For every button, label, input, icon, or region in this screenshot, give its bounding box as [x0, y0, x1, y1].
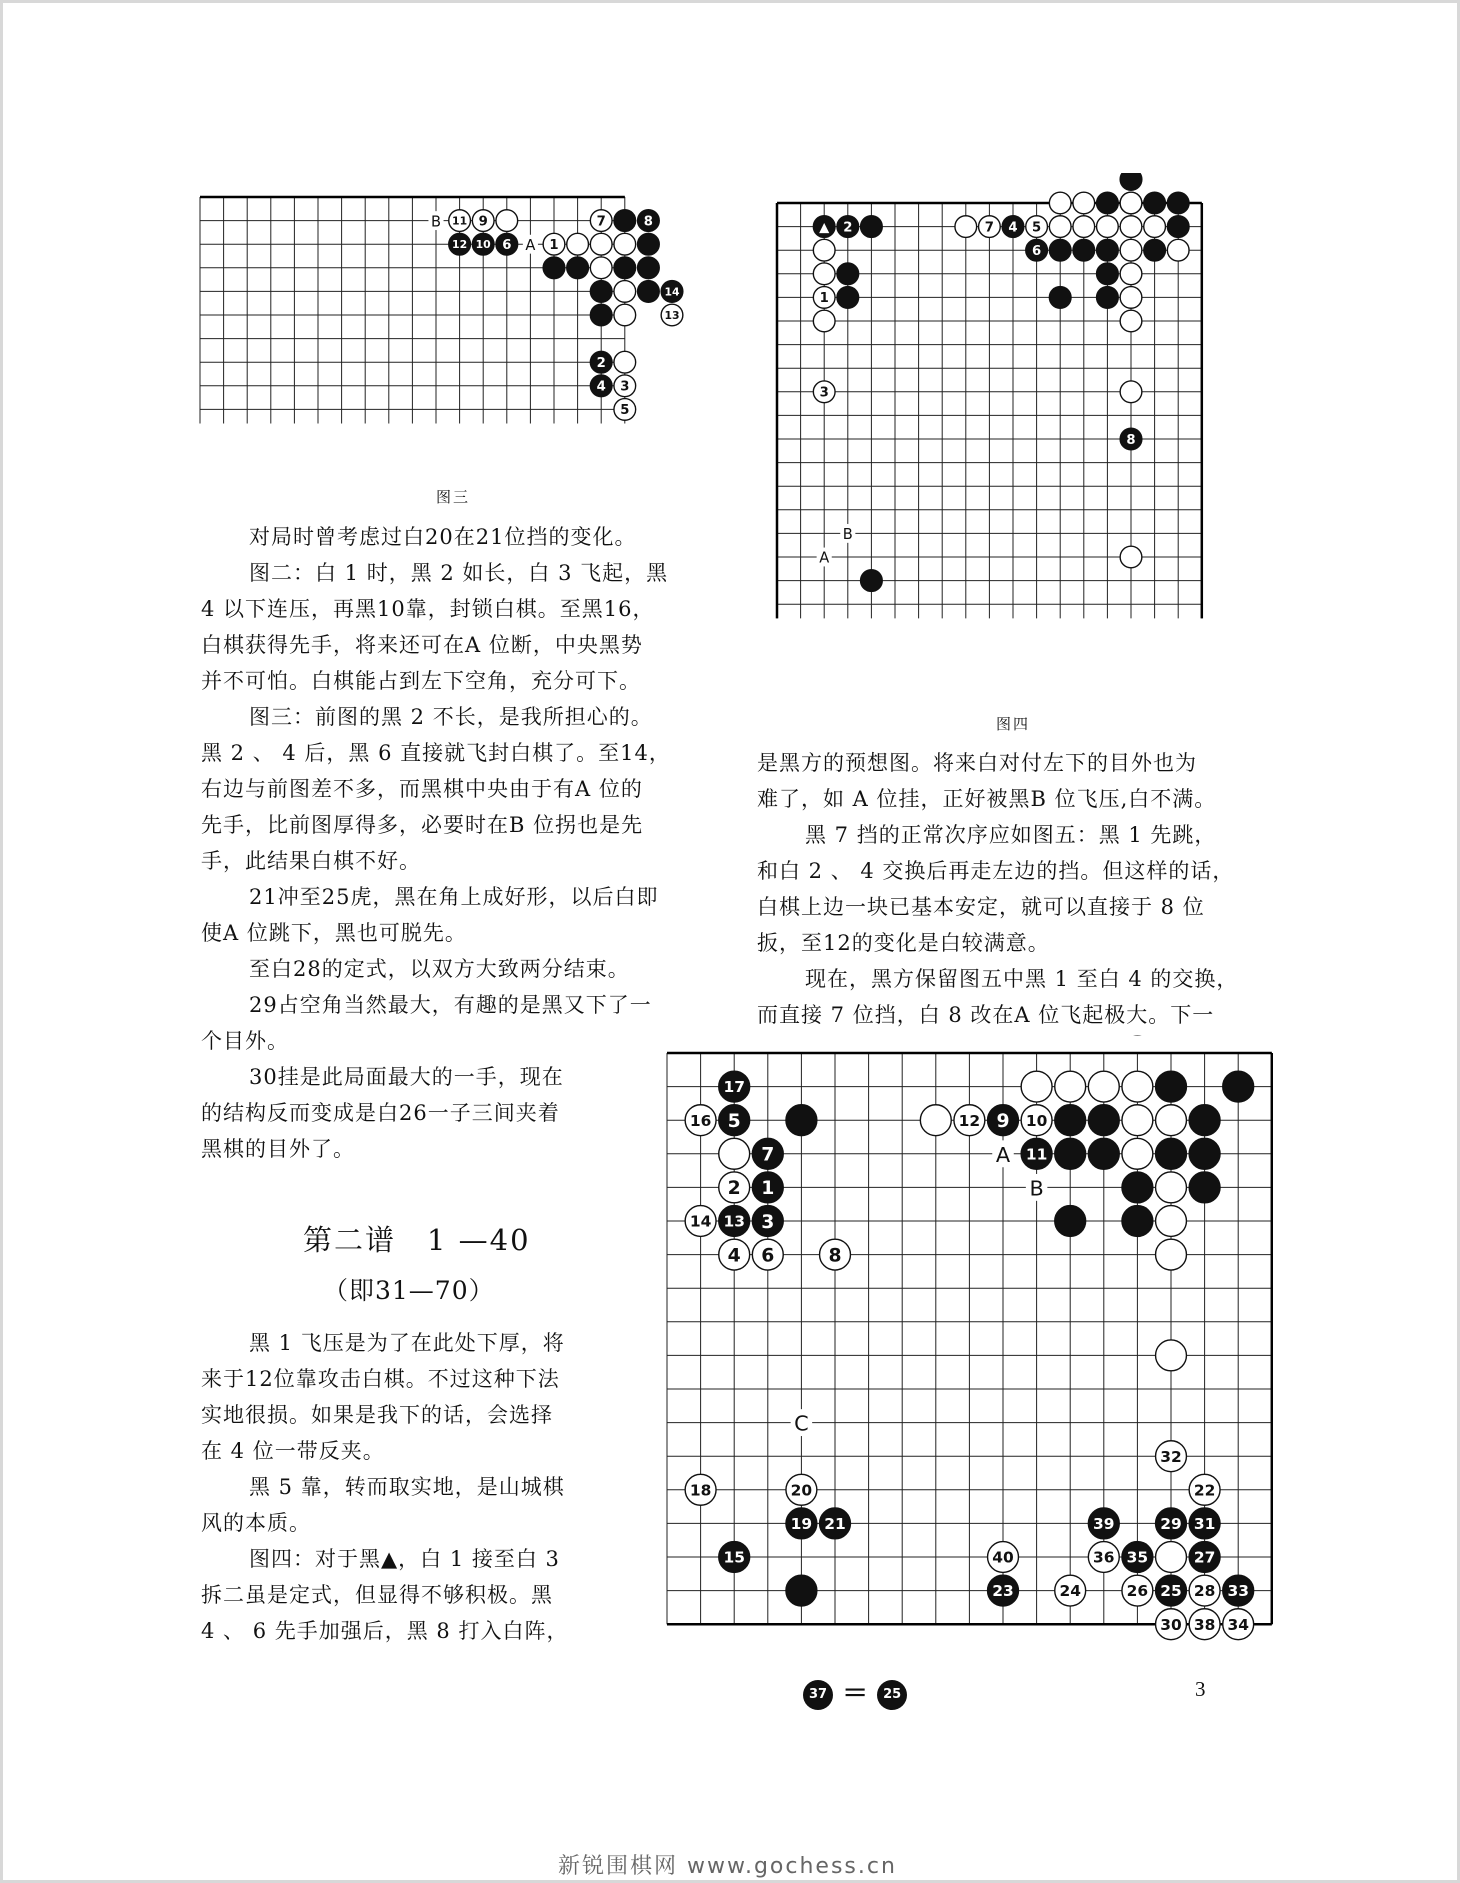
white-stone [496, 210, 518, 232]
white-stone [1120, 310, 1142, 332]
move-number: 20 [790, 1481, 813, 1500]
black-stone [543, 257, 565, 279]
white-stone [1120, 381, 1142, 403]
move-number: 8 [828, 1245, 842, 1267]
go-board-5 [657, 1035, 1273, 1655]
text-line: 图三：前图的黑 2 不长，是我所担心的。 [249, 705, 653, 729]
text-line: 4 、 6 先手加强后，黑 8 打入白阵， [201, 1619, 569, 1643]
text-line: 黑 5 靠，转而取实地，是山城棋 [249, 1475, 565, 1499]
left-column-text [201, 519, 671, 1167]
move-number: 15 [723, 1548, 745, 1567]
text-line: 风的本质。 [201, 1511, 311, 1535]
white-stone [590, 233, 612, 255]
move-number: 29 [1160, 1514, 1182, 1533]
white-stone [1073, 192, 1095, 214]
move-number: 13 [723, 1212, 745, 1231]
text-line: 在 4 位一带反夹。 [201, 1439, 385, 1463]
black-stone [1097, 239, 1119, 261]
left-column-text-2 [201, 1325, 568, 1649]
white-stone [1120, 216, 1142, 238]
point-label: A [525, 236, 536, 254]
black-stone [567, 257, 589, 279]
text-line: 先手，比前图厚得多，必要时在B 位拐也是先 [201, 813, 644, 837]
move-number: 16 [689, 1111, 712, 1130]
black-stone [1120, 173, 1142, 190]
black-stone [1073, 239, 1095, 261]
text-line: 对局时曾考虑过白20在21位挡的变化。 [249, 525, 637, 549]
white-stone [955, 216, 977, 238]
white-stone [1120, 287, 1142, 309]
black-stone [614, 257, 636, 279]
text-line: 难了，如 A 位挂，正好被黑B 位飞压,白不满。 [757, 787, 1217, 811]
white-stone [1156, 1105, 1187, 1136]
black-stone [590, 304, 612, 326]
white-stone [1120, 239, 1142, 261]
move-number: 25 [1160, 1582, 1182, 1601]
black-stone [1097, 287, 1119, 309]
black-stone [1049, 239, 1071, 261]
white-stone [1097, 216, 1119, 238]
white-stone [1156, 1239, 1187, 1270]
move-number: 12 [958, 1111, 981, 1130]
white-stone [1122, 1105, 1153, 1136]
page [3, 3, 1457, 1880]
right-column-text [757, 745, 1238, 1033]
black-stone [1088, 1138, 1119, 1169]
text-line: 图二：白 1 时，黑 2 如长，白 3 飞起，黑 [249, 561, 669, 585]
black-stone [1156, 1071, 1187, 1102]
white-stone [1156, 1172, 1187, 1203]
white-stone [614, 304, 636, 326]
white-stone [1122, 1071, 1153, 1102]
text-line: 黑 2 、 4 后，黑 6 直接就飞封白棋了。至14， [201, 741, 671, 765]
move-number: 34 [1227, 1615, 1249, 1634]
white-stone [813, 310, 835, 332]
black-stone [1122, 1206, 1153, 1237]
move-number: 7 [984, 220, 994, 236]
text-line: 至白28的定式，以双方大致两分结束。 [249, 957, 630, 981]
stone-equation [803, 1673, 907, 1710]
white-stone [1021, 1071, 1052, 1102]
white-stone [1088, 1071, 1119, 1102]
move-number: 28 [1193, 1582, 1216, 1601]
black-stone [1167, 192, 1189, 214]
diagram-figure-5 [657, 1035, 1273, 1655]
move-number: 6 [1032, 243, 1042, 259]
point-label: A [995, 1142, 1011, 1167]
text-line: 并不可怕。白棋能占到左下空角，充分可下。 [201, 669, 641, 693]
text-line: 4 以下连压，再黑10靠，封锁白棋。至黑16， [201, 597, 655, 621]
move-number: 13 [664, 308, 680, 322]
section-title: 第二谱 1 —40 [303, 1223, 531, 1257]
move-number: 1 [761, 1178, 775, 1200]
move-number: 7 [761, 1144, 775, 1166]
caption-fig3: 图三 [436, 488, 471, 506]
move-number: 11 [1025, 1145, 1048, 1164]
move-number: 8 [1126, 432, 1136, 448]
text-line: 30挂是此局面最大的一手，现在 [249, 1065, 564, 1089]
black-stone [1097, 263, 1119, 285]
black-stone [786, 1575, 817, 1606]
move-number: 5 [620, 403, 630, 419]
white-stone [1049, 216, 1071, 238]
point-label: B [430, 213, 442, 231]
move-number: 27 [1193, 1548, 1216, 1567]
move-number: 1 [819, 291, 829, 307]
black-stone [1122, 1172, 1153, 1203]
move-number: 4 [596, 379, 606, 395]
move-number: 6 [761, 1245, 775, 1267]
white-stone [614, 351, 636, 373]
text-line: 黑棋的目外了。 [201, 1137, 355, 1161]
text-line: 现在，黑方保留图五中黑 1 至白 4 的交换， [805, 967, 1239, 991]
text-line: 黑 1 飞压是为了在此处下厚，将 [249, 1331, 565, 1355]
black-stone [1223, 1071, 1254, 1102]
site-footer: 新锐围棋网 www.gochess.cn [558, 1854, 897, 1879]
text-line: 黑 7 挡的正常次序应如图五：黑 1 先跳， [805, 823, 1217, 847]
text-line: 个目外。 [201, 1029, 289, 1053]
move-number: 40 [992, 1548, 1014, 1567]
move-number: ▲ [819, 220, 830, 236]
white-stone [1055, 1071, 1086, 1102]
black-stone [638, 281, 660, 303]
point-label: C [794, 1411, 809, 1436]
move-number: 17 [723, 1078, 745, 1097]
text-line: 扳，至12的变化是白较满意。 [757, 931, 1050, 955]
black-stone [1167, 216, 1189, 238]
white-stone [614, 233, 636, 255]
black-stone [786, 1105, 817, 1136]
move-number: 22 [1193, 1481, 1216, 1500]
black-stone [1055, 1138, 1086, 1169]
move-number: 36 [1093, 1548, 1115, 1567]
text-line: 21冲至25虎，黑在角上成好形，以后白即 [249, 885, 659, 909]
move-number: 2 [843, 220, 853, 236]
move-number: 5 [1032, 220, 1042, 236]
black-stone [614, 210, 636, 232]
black-stone [1088, 1105, 1119, 1136]
text-line: 实地很损。如果是我下的话，会选择 [201, 1403, 553, 1427]
white-stone [719, 1138, 750, 1169]
black-stone [861, 216, 883, 238]
move-number: 38 [1193, 1615, 1216, 1634]
diagram-figure-4 [771, 173, 1281, 683]
text-line: 手，此结果白棋不好。 [201, 849, 421, 873]
text-line: 来于12位靠攻击白棋。不过这种下法 [201, 1367, 560, 1391]
white-stone [1120, 263, 1142, 285]
text-line: 使A 位跳下，黑也可脱先。 [201, 921, 467, 945]
eq-stone-right: 25 [877, 1680, 907, 1710]
text-line: 而直接 7 位挡，白 8 改在A 位飞起极大。下一 [757, 1003, 1215, 1027]
go-board-3 [194, 179, 706, 449]
move-number: 30 [1160, 1615, 1182, 1634]
white-stone [1167, 239, 1189, 261]
black-stone [638, 257, 660, 279]
go-board-4 [771, 173, 1281, 683]
text-line: 白棋上边一块已基本安定，就可以直接于 8 位 [757, 895, 1205, 919]
move-number: 11 [452, 214, 468, 228]
move-number: 14 [664, 285, 680, 299]
diagram-figure-3 [194, 179, 706, 449]
text-line: 的结构反而变成是白26一子三间夹着 [201, 1101, 560, 1125]
move-number: 18 [689, 1481, 712, 1500]
eq-stone-left: 37 [803, 1680, 833, 1710]
text-line: 29占空角当然最大，有趣的是黑又下了一 [249, 993, 652, 1017]
move-number: 6 [502, 237, 512, 253]
black-stone [837, 263, 859, 285]
move-number: 3 [620, 379, 630, 395]
move-number: 24 [1059, 1582, 1081, 1601]
text-line: 拆二虽是定式，但显得不够积极。黑 [201, 1583, 553, 1607]
black-stone [1189, 1172, 1220, 1203]
page-number: 3 [1195, 1677, 1206, 1701]
white-stone [1156, 1206, 1187, 1237]
text-line: 和白 2 、 4 交换后再走左边的挡。但这样的话， [757, 859, 1235, 883]
black-stone [1144, 239, 1166, 261]
text-line: 图四：对于黑▲，白 1 接至白 3 [249, 1547, 560, 1571]
black-stone [1055, 1105, 1086, 1136]
move-number: 8 [643, 214, 653, 230]
black-stone [837, 287, 859, 309]
move-number: 39 [1093, 1514, 1115, 1533]
move-number: 2 [727, 1178, 741, 1200]
black-stone [1055, 1206, 1086, 1237]
move-number: 10 [475, 238, 491, 252]
move-number: 4 [727, 1245, 741, 1267]
black-stone [1049, 287, 1071, 309]
white-stone [920, 1105, 951, 1136]
move-number: 4 [1008, 220, 1018, 236]
white-stone [1122, 1138, 1153, 1169]
move-number: 7 [596, 214, 606, 230]
move-number: 1 [549, 237, 559, 253]
section-subtitle: （即31—70） [323, 1276, 495, 1305]
white-stone [1156, 1340, 1187, 1371]
point-label: B [842, 526, 853, 544]
white-stone [813, 239, 835, 261]
black-stone [1189, 1105, 1220, 1136]
move-number: 10 [1025, 1111, 1048, 1130]
move-number: 33 [1227, 1582, 1249, 1601]
black-stone [1156, 1138, 1187, 1169]
move-number: 2 [596, 355, 606, 371]
white-stone [1049, 192, 1071, 214]
point-label: B [1029, 1176, 1044, 1201]
caption-fig4: 图四 [996, 715, 1031, 733]
white-stone [567, 233, 589, 255]
move-number: 26 [1126, 1582, 1149, 1601]
move-number: 35 [1126, 1548, 1149, 1567]
black-stone [1097, 192, 1119, 214]
white-stone [1156, 1542, 1187, 1573]
black-stone [861, 570, 883, 592]
grid [667, 1053, 1272, 1624]
white-stone [813, 263, 835, 285]
black-stone [1144, 192, 1166, 214]
move-number: 5 [727, 1110, 741, 1132]
white-stone [590, 257, 612, 279]
point-label: A [819, 549, 830, 567]
white-stone [1120, 192, 1142, 214]
move-number: 9 [478, 214, 488, 230]
move-number: 32 [1160, 1447, 1182, 1466]
move-number: 3 [819, 385, 829, 401]
white-stone [1073, 216, 1095, 238]
move-number: 12 [452, 238, 468, 252]
black-stone [638, 233, 660, 255]
move-number: 19 [790, 1514, 813, 1533]
move-number: 9 [996, 1110, 1010, 1132]
move-number: 14 [689, 1212, 712, 1231]
move-number: 3 [761, 1211, 775, 1233]
move-number: 31 [1193, 1514, 1216, 1533]
grid [200, 197, 625, 424]
white-stone [1144, 216, 1166, 238]
text-line: 白棋获得先手，将来还可在A 位断，中央黑势 [201, 633, 643, 657]
move-number: 21 [824, 1514, 846, 1533]
black-stone [590, 281, 612, 303]
white-stone [1120, 546, 1142, 568]
eq-sign: ＝ [842, 1679, 869, 1709]
black-stone [1189, 1138, 1220, 1169]
white-stone [614, 281, 636, 303]
text-line: 右边与前图差不多，而黑棋中央由于有A 位的 [201, 777, 643, 801]
move-number: 23 [992, 1582, 1014, 1601]
text-line: 是黑方的预想图。将来白对付左下的目外也为 [757, 751, 1197, 775]
